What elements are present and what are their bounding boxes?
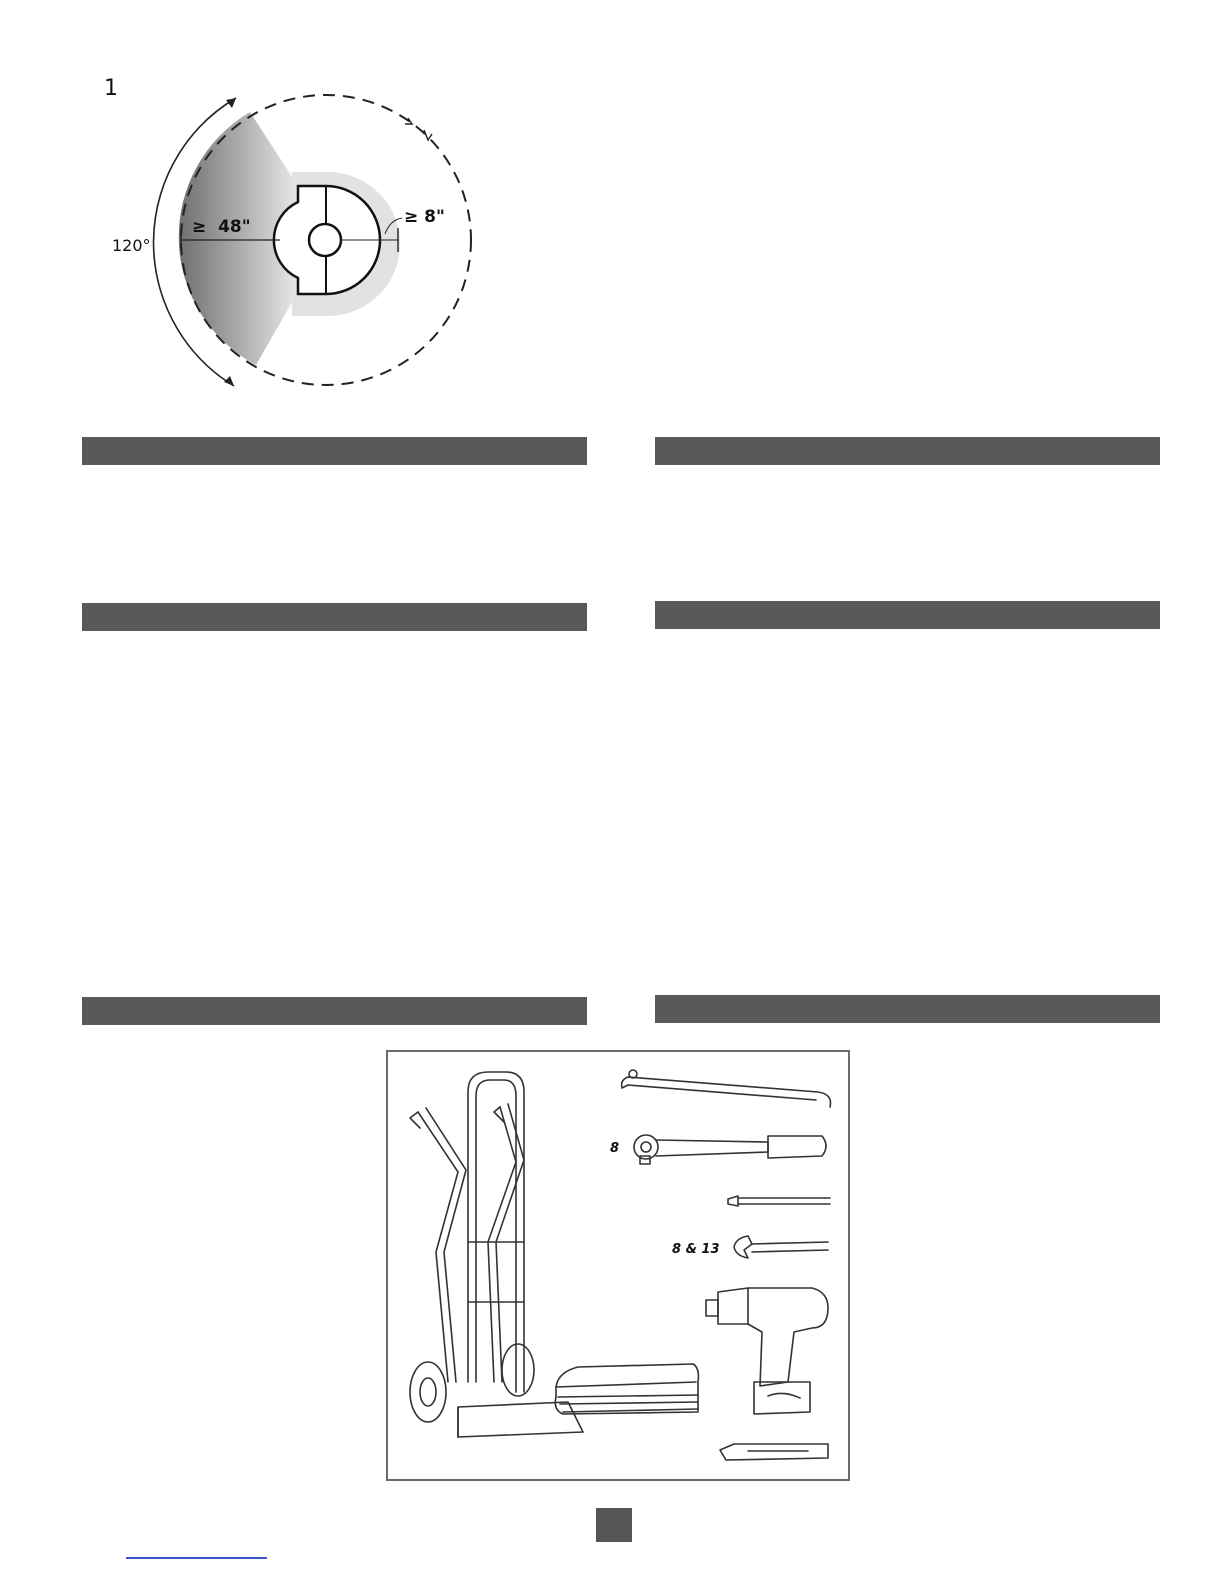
wrench-size-label: 8 & 13: [672, 1242, 720, 1257]
ratchet-size-label: 8: [610, 1141, 620, 1156]
link-underline[interactable]: [126, 1557, 267, 1559]
section-header-bar: [82, 437, 587, 465]
cordless-drill-icon: [706, 1288, 828, 1414]
moving-blankets-icon: [555, 1364, 698, 1414]
section-header-bar: [82, 603, 587, 631]
clearance-diagram: [0, 0, 520, 410]
arrow-head-bottom: [224, 376, 234, 386]
section-header-bar: [655, 995, 1160, 1023]
tools-illustration: [386, 1050, 850, 1481]
screwdriver-bit-icon: [728, 1196, 830, 1206]
figure-number: 1: [104, 76, 118, 101]
section-header-bar: [655, 601, 1160, 629]
ratchet-icon: [634, 1135, 826, 1164]
utility-knife-icon: [720, 1444, 828, 1460]
side-clearance-label: ≥ 8": [404, 207, 445, 227]
unit-hub: [309, 224, 341, 256]
rotation-mark-2: [424, 130, 432, 140]
section-header-bar: [82, 997, 587, 1025]
section-header-bar: [655, 437, 1160, 465]
wrench-icon: [734, 1236, 828, 1258]
page-number-box: [596, 1508, 632, 1542]
front-clearance-label: ≥ 48": [192, 217, 251, 237]
angle-label: 120°: [112, 236, 151, 255]
pry-bar-icon: [622, 1070, 831, 1107]
